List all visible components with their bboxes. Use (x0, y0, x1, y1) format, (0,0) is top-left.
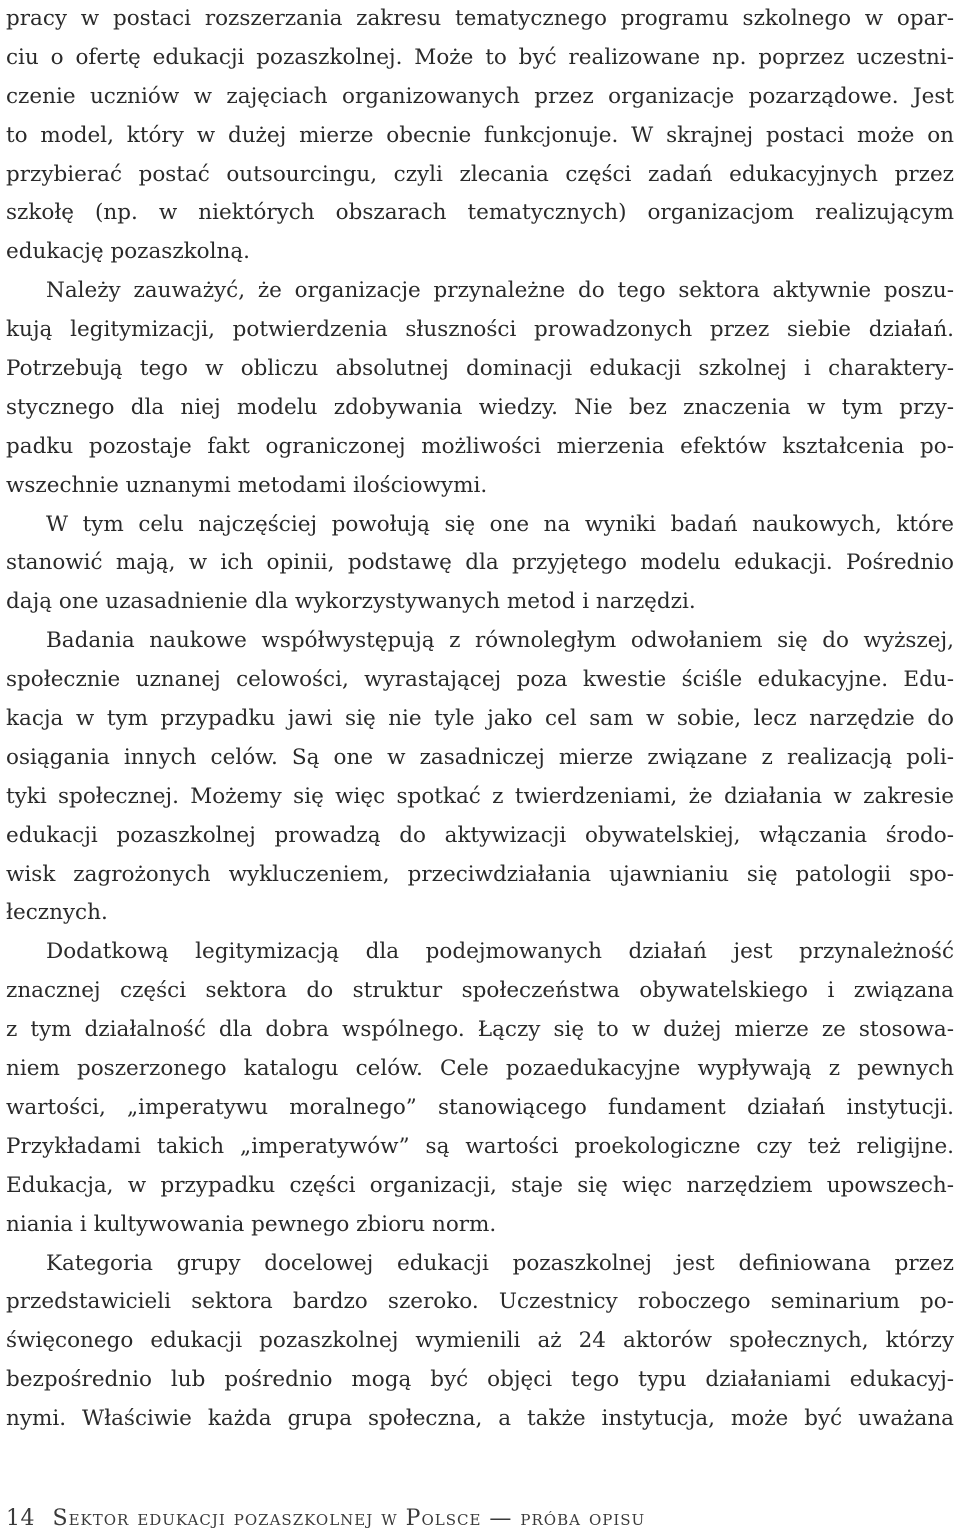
text-line: stanowić mają, w ich opinii, podstawę dla przyjętego modelu edukacji. Pośrednio (6, 550, 954, 576)
text-line: szkołę (np. w niektórych obszarach tematycznych) organizacjom realizującym (6, 200, 954, 226)
text-line: czenie uczniów w zajęciach organizowanych przez organizacje pozarządowe. Jest (6, 83, 954, 109)
paragraph (6, 0, 954, 272)
text-line: niem poszerzonego katalogu celów. Cele pozaedukacyjne wypływają z pewnych (6, 1056, 954, 1082)
paragraph (6, 272, 954, 505)
text-line: to model, który w dużej mierze obecnie funkcjonuje. W skrajnej postaci może on (6, 122, 954, 148)
text-line: Przykładami takich „imperatywów” są wartości proekologiczne czy też religijne. (6, 1133, 954, 1159)
text-line: Edukacja, w przypadku części organizacji, staje się więc narzędziem upowszech- (6, 1172, 954, 1198)
text-line: Badania naukowe współwystępują z równoległym odwołaniem się do wyższej, (46, 628, 954, 654)
text-line: wisk zagrożonych wykluczeniem, przeciwdziałania ujawnianiu się patologii spo- (6, 861, 954, 887)
paragraph (6, 506, 954, 623)
text-line: kują legitymizacji, potwierdzenia słuszności prowadzonych przez siebie działań. (6, 317, 954, 343)
paragraph (6, 622, 954, 933)
text-line: wartości, „imperatywu moralnego” stanowiącego fundament działań instytucji. (6, 1094, 954, 1120)
page-number: 14 (6, 1506, 35, 1531)
text-line: społecznie uznanej celowości, wyrastającej poza kwestie ściśle edukacyjne. Edu- (6, 667, 954, 693)
text-line: przedstawicieli sektora bardzo szeroko. Uczestnicy roboczego seminarium po- (6, 1289, 954, 1315)
document-text (6, 0, 954, 1439)
text-line: pracy w postaci rozszerzania zakresu tematycznego programu szkolnego w opar- (6, 6, 954, 31)
paragraph (6, 933, 954, 1244)
text-line: edukacji pozaszkolnej prowadzą do aktywizacji obywatelskiej, włączania środo- (6, 822, 954, 848)
text-line: nymi. Właściwie każda grupa społeczna, a także instytucja, może być uważana (6, 1406, 954, 1432)
text-line: Potrzebują tego w obliczu absolutnej dominacji edukacji szkolnej i charaktery- (6, 356, 954, 382)
text-line: Kategoria grupy docelowej edukacji pozaszkolnej jest definiowana przez (46, 1250, 954, 1276)
text-line: osiągania innych celów. Są one w zasadniczej mierze związane z realizacją poli- (6, 744, 954, 770)
text-line: bezpośrednio lub pośrednio mogą być objęci tego typu działaniami edukacyj- (6, 1367, 954, 1393)
text-line: W tym celu najczęściej powołują się one na wyniki badań naukowych, które (46, 511, 954, 537)
text-line: Należy zauważyć, że organizacje przynależne do tego sektora aktywnie poszu- (46, 278, 954, 304)
text-line: padku pozostaje fakt ograniczonej możliwości mierzenia efektów kształcenia po- (6, 433, 954, 459)
text-line: kacja w tym przypadku jawi się nie tyle jako cel sam w sobie, lecz narzędzie do (6, 706, 954, 732)
text-line: święconego edukacji pozaszkolnej wymienili aż 24 aktorów społecznych, którzy (6, 1328, 954, 1354)
text-line: niania i kultywowania pewnego zbioru norm. (6, 1211, 497, 1237)
text-line: wszechnie uznanymi metodami ilościowymi. (6, 472, 488, 498)
text-line: z tym działalność dla dobra wspólnego. Łączy się to w dużej mierze ze stosowa- (6, 1017, 954, 1043)
text-line: ciu o ofertę edukacji pozaszkolnej. Może to być realizowane np. poprzez uczestni- (6, 44, 954, 70)
text-line: Dodatkową legitymizacją dla podejmowanych działań jest przynależność (46, 939, 954, 965)
text-line: znacznej części sektora do struktur społeczeństwa obywatelskiego i związana (6, 978, 954, 1004)
text-line: łecznych. (6, 900, 108, 926)
text-line: przybierać postać outsourcingu, czyli zlecania części zadań edukacyjnych przez (6, 161, 954, 187)
page-footer (6, 1506, 645, 1531)
text-line: tyki społecznej. Możemy się więc spotkać z twierdzeniami, że działania w zakresie (6, 783, 954, 809)
running-title: Sektor edukacji pozaszkolnej w Polsce — próba opisu (52, 1506, 646, 1531)
page-body (6, 0, 954, 1439)
text-line: dają one uzasadnienie dla wykorzystywanych metod i narzędzi. (6, 589, 696, 615)
paragraph (6, 1245, 954, 1439)
text-line: edukację pozaszkolną. (6, 239, 251, 265)
text-line: stycznego dla niej modelu zdobywania wiedzy. Nie bez znaczenia w tym przy- (6, 394, 954, 420)
